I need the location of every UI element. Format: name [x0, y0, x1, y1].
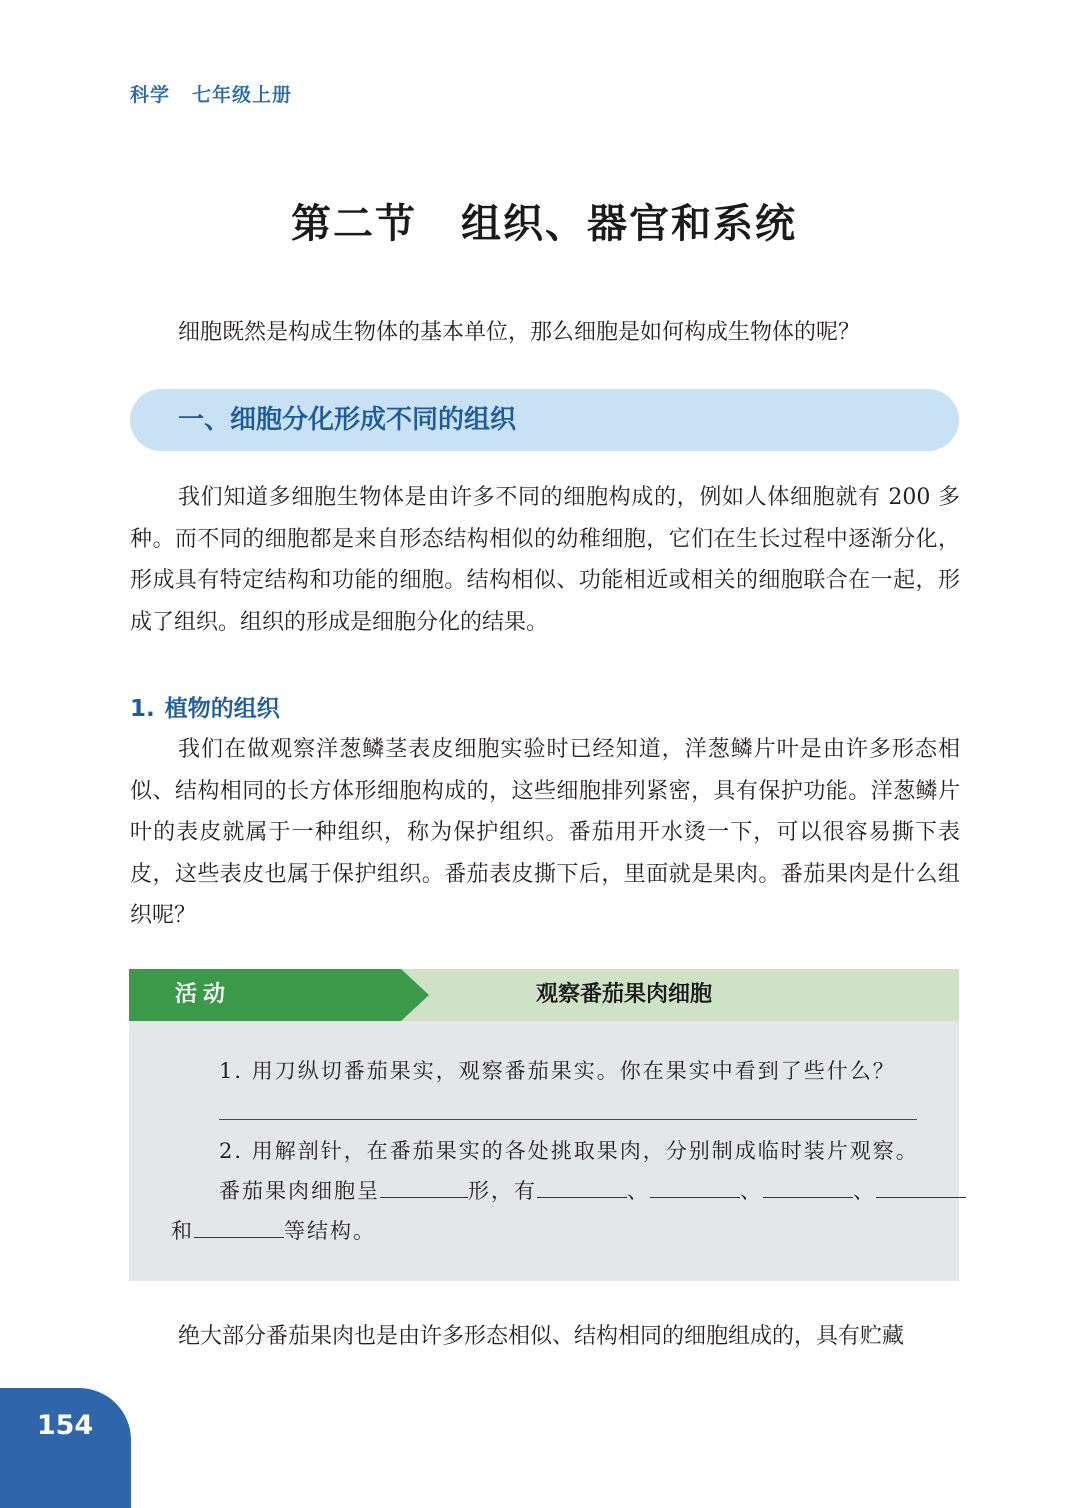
q4-text-2: 等结构。 [284, 1219, 376, 1243]
subsection-number: 1. [130, 696, 155, 722]
fill-blank-shape[interactable] [380, 1177, 468, 1198]
intro-paragraph: 细胞既然是构成生物体的基本单位，那么细胞是如何构成生物体的呢？ [178, 320, 861, 345]
separator: 、 [740, 1179, 763, 1203]
fill-blank-structure-1[interactable] [537, 1177, 627, 1198]
subsection-heading [130, 690, 280, 723]
paragraph-1: 我们知道多细胞生物体是由许多不同的细胞构成的，例如人体细胞就有 200 多种。而不同的细胞都是来自形态结构相似的幼稚细胞，它们在生长过程中逐渐分化，形成具有特定结构和功能的细胞。结构相似、功能相近或相关的细胞联合在一起，形成了组织。组织的形成是细胞分化的结果。 [130, 485, 960, 635]
page-title [0, 192, 1088, 249]
activity-tag-arrow-icon [129, 969, 429, 1021]
activity-tag [129, 969, 429, 1021]
fill-blank-structure-3[interactable] [763, 1177, 853, 1198]
fill-blank-structure-5[interactable] [194, 1217, 284, 1238]
activity-question-1: 1. 用刀纵切番茄果实，观察番茄果实。你在果实中看到了些什么？ [219, 1059, 896, 1083]
q4-text-1: 和 [171, 1219, 194, 1243]
title-name: 组织、器官和系统 [461, 201, 797, 247]
q3-text-1: 番茄果肉细胞呈 [219, 1179, 380, 1203]
subsection-title: 植物的组织 [164, 696, 280, 722]
separator: 、 [627, 1179, 650, 1203]
activity-tag-label: 活动 [175, 982, 232, 1007]
running-header [130, 80, 292, 107]
fill-blank-structure-4[interactable] [876, 1177, 966, 1198]
header-grade: 七年级上册 [192, 84, 293, 106]
page-number-tab [0, 1388, 131, 1508]
activity-title: 观察番茄果肉细胞 [535, 982, 712, 1007]
q3-text-2: 形，有 [468, 1179, 537, 1203]
section-heading: 一、细胞分化形成不同的组织 [130, 389, 959, 451]
paragraph-3: 绝大部分番茄果肉也是由许多形态相似、结构相同的细胞组成的，具有贮藏 [178, 1324, 905, 1349]
fill-blank-structure-2[interactable] [650, 1177, 740, 1198]
page-number: 154 [36, 1410, 94, 1441]
activity-header [129, 969, 959, 1021]
activity-question-2: 2. 用解剖针，在番茄果实的各处挑取果肉，分别制成临时装片观察。 [219, 1139, 919, 1163]
activity-box [129, 969, 959, 1281]
activity-question-3 [219, 1175, 966, 1205]
title-section: 第二节 [291, 201, 417, 247]
paragraph-2: 我们在做观察洋葱鳞茎表皮细胞实验时已经知道，洋葱鳞片叶是由许多形态相似、结构相同的长方体形细胞构成的，这些细胞排列紧密，具有保护功能。洋葱鳞片叶的表皮就属于一种组织，称为保护组织。番茄用开水烫一下，可以很容易撕下表皮，这些表皮也属于保护组织。番茄表皮撕下后，里面就是果肉。番茄果肉是什么组织呢？ [130, 737, 960, 928]
separator: 、 [853, 1179, 876, 1203]
header-subject: 科学 [130, 84, 171, 106]
answer-line [219, 1119, 917, 1120]
activity-question-4 [171, 1215, 376, 1245]
